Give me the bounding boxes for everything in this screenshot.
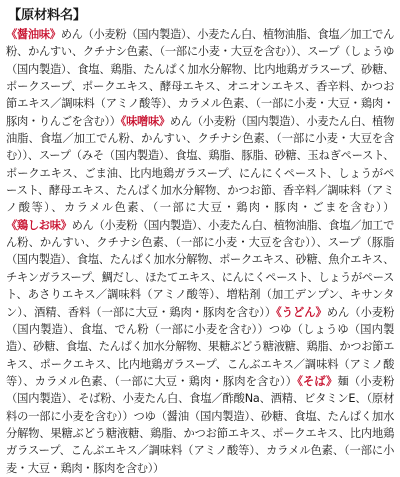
section-heading: 【原材料名】	[8, 8, 86, 23]
ingredients-miso: めん（小麦粉（国内製造）、小麦たん白、植物油脂、食塩／加工でん粉、かんすい、クチナシ色素、（一部に小麦・大豆を含む））、スープ（みそ（国内製造）、食塩、鶏脂、豚脂、砂糖、玉ねぎペースト、ポークエキス、ごま油、比内地鶏ガラスープ、にんにくペースト、しょうがペースト、酵母エキス、たんぱく加水分解物、かつお節、香辛料／調味料（アミノ酸等）、カラメル色素、（一部に大豆・鶏肉・豚肉・ごまを含む））	[6, 114, 394, 215]
variety-label-udon: 《うどん》	[276, 305, 327, 319]
ingredients-torishio: めん（小麦粉（国内製造）、小麦たん白、植物油脂、食塩／加工でん粉、かんすい、クチナシ色素、（一部に小麦・大豆を含む））、スープ（豚脂（国内製造）、食塩、たんぱく加水分解物、ポークエキス、砂糖、魚介エキス、チキンガラスープ、鯛だし、ほたてエキス、にんにくペースト、しょうがペースト、あさりエキス／調味料（アミノ酸等）、増粘剤（加工デンプン、キサンタン）、酒精、香料（一部に大豆・鶏肉・豚肉を含む））	[6, 218, 394, 319]
variety-label-soba: 《そば》	[297, 374, 338, 388]
ingredients-soba: 麺（小麦粉（国内製造）、そば粉、小麦たん白、食塩／酢酸Na、酒精、ビタミンE、（原材料の一部に小麦を含む））つゆ（醤油（国内製造）、砂糖、食塩、たんぱく加水分解物、果糖ぶどう糖液糖、鶏脂、かつお節エキス、ポークエキス、比内地鶏ガラスープ、こんぶエキス／調味料（アミノ酸等）、カラメル色素、（一部に小麦・大豆・鶏肉・豚肉を含む））	[6, 374, 394, 475]
ingredients-shoyu: めん（小麦粉（国内製造）、小麦たん白、植物油脂、食塩／加工でん粉、かんすい、クチナシ色素、（一部に小麦・大豆を含む））、スープ（しょうゆ（国内製造）、食塩、鶏脂、たんぱく加水分解物、比内地鶏ガラスープ、砂糖、ポークスープ、ポークエキス、酵母エキス、オニオンエキス、香辛料、かつお節エキス／調味料（アミノ酸等）、カラメル色素、（一部に小麦・大豆・鶏肉・豚肉・りんごを含む））	[6, 28, 394, 128]
ingredients-udon: めん（小麦粉（国内製造）、食塩、でん粉（一部に小麦を含む））つゆ（しょうゆ（国内製造）、砂糖、食塩、たんぱく加水分解物、果糖ぶどう糖液糖、鶏脂、かつお節エキス、ポークエキス、比内地鶏ガラスープ、こんぶエキス／調味料（アミノ酸等）、カラメル色素、（一部に大豆・鶏肉・豚肉を含む））	[6, 305, 394, 388]
ingredients-text	[6, 26, 394, 477]
variety-label-shoyu: 《醤油味》	[6, 28, 61, 41]
variety-label-miso: 《味噌味》	[120, 114, 170, 128]
variety-label-torishio: 《鶏しお味》	[6, 218, 72, 232]
